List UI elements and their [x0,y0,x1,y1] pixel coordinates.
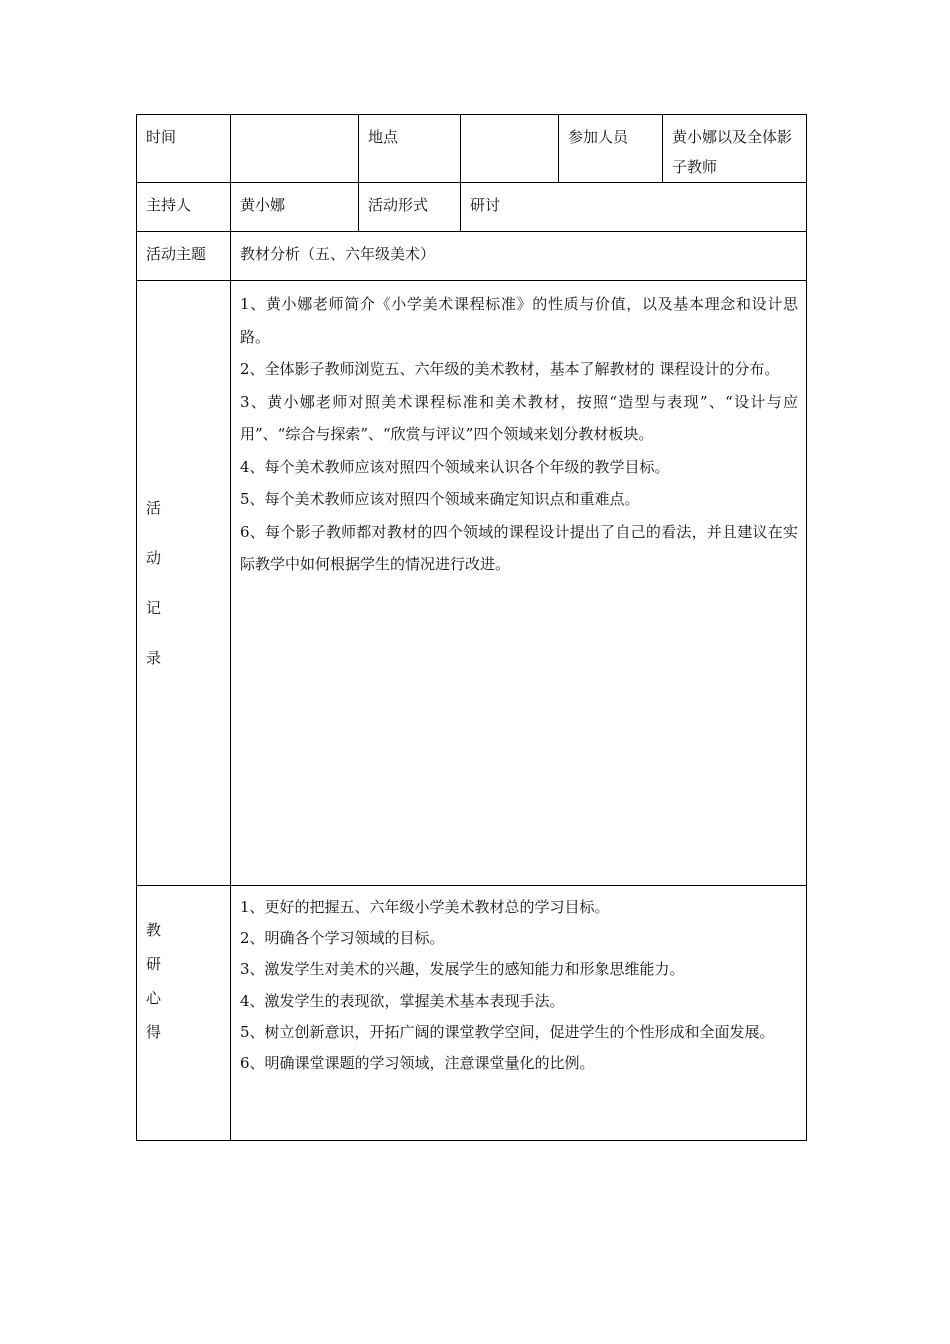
participants-value: 黄小娜以及全体影子教师 [672,128,793,176]
reflection-label-char: 教 [146,921,162,939]
time-label-cell [137,115,231,183]
record-item: 2、全体影子教师浏览五、六年级的美术教材，基本了解教材的 课程设计的分布。 [240,360,780,378]
record-label-char: 动 [146,549,162,567]
time-value-cell [231,115,359,183]
activity-record-row [137,281,807,886]
host-label: 主持人 [146,196,192,214]
theme-value: 教材分析（五、六年级美术） [240,245,436,263]
record-item: 5、每个美术教师应该对照四个领域来确定知识点和重难点。 [240,490,640,508]
participants-label: 参加人员 [568,128,629,146]
theme-row [137,232,807,281]
record-content-cell [231,281,807,886]
theme-label: 活动主题 [146,245,207,263]
reflection-item: 5、树立创新意识，开拓广阔的课堂教学空间，促进学生的个性形成和全面发展。 [240,1022,775,1041]
host-value-cell [231,183,359,232]
reflection-label-cell [137,886,231,1141]
host-row [137,183,807,232]
reflection-item: 4、激发学生的表现欲，掌握美术基本表现手法。 [240,991,565,1010]
reflection-list [231,886,806,1079]
record-list [231,281,806,581]
reflection-label-char: 心 [146,989,162,1007]
host-label-cell [137,183,231,232]
record-item: 1、黄小娜老师简介《小学美术课程标准》的性质与价值，以及基本理念和设计思路。 [240,295,798,346]
place-value [461,115,558,122]
reflection-label [137,886,230,1049]
record-item: 6、每个影子教师都对教材的四个领域的课程设计提出了自己的看法，并且建议在实际教学中如何根据学生的情况进行改进。 [240,522,798,573]
reflection-content-cell [231,886,807,1141]
form-label-cell [359,183,461,232]
reflection-label-char: 得 [146,1023,162,1041]
record-label-char: 记 [146,599,162,617]
reflection-item: 2、明确各个学习领域的目标。 [240,929,445,948]
theme-label-cell [137,232,231,281]
place-value-cell [461,115,559,183]
time-value [231,115,358,122]
form-label: 活动形式 [368,196,429,214]
form-value-cell [461,183,807,232]
record-item: 4、每个美术教师应该对照四个领域来认识各个年级的教学目标。 [240,457,670,476]
form-value: 研讨 [470,196,501,214]
activity-record-table [136,114,807,1141]
record-label [137,281,230,885]
time-label: 时间 [146,128,177,146]
record-label-cell [137,281,231,886]
info-row [137,115,807,183]
place-label: 地点 [368,128,399,146]
theme-value-cell [231,232,807,281]
place-label-cell [359,115,461,183]
record-label-char: 活 [146,499,162,517]
reflection-label-char: 研 [146,955,162,973]
reflection-item: 3、激发学生对美术的兴趣，发展学生的感知能力和形象思维能力。 [240,960,685,979]
record-item: 3、黄小娜老师对照美术课程标准和美术教材，按照“造型与表现”、“设计与应用”、“综合与探索”、“欣赏与评议”四个领域来划分教材板块。 [240,392,798,443]
record-label-char: 录 [146,649,162,667]
participants-value-cell [663,115,807,183]
reflection-item: 6、明确课堂课题的学习领域，注意课堂量化的比例。 [240,1054,595,1073]
reflection-row [137,886,807,1141]
participants-label-cell [559,115,663,183]
host-value: 黄小娜 [240,196,286,214]
reflection-item: 1、更好的把握五、六年级小学美术教材总的学习目标。 [240,898,610,916]
